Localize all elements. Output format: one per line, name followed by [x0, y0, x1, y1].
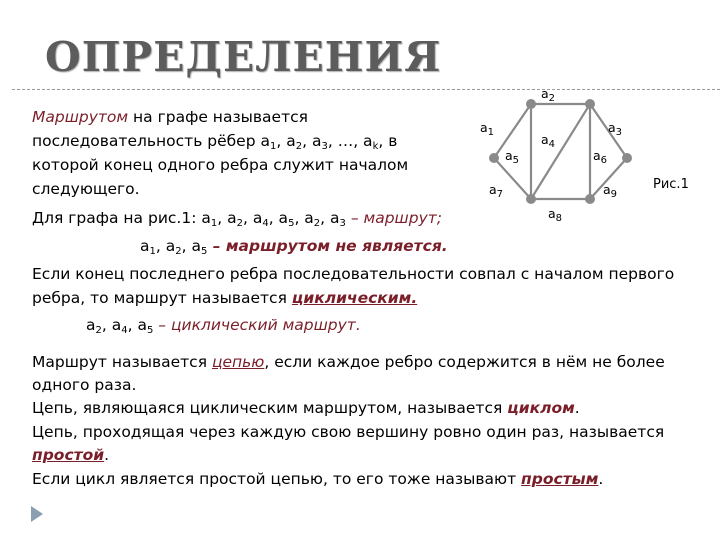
vertex: [585, 99, 595, 109]
vertex: [489, 153, 499, 163]
route-definition-line-2: последовательность рёбер $a_1$, $a_2$, $a_3$, …, $a_k$, в: [32, 132, 398, 152]
edge-a4: [531, 104, 590, 199]
route-definition-line-1: Маршрутом на графе называется: [32, 108, 308, 126]
slide-bullet-arrow-icon: [31, 506, 43, 522]
edge-label-a4: $a_4$: [541, 132, 556, 150]
edge-label-a2: $a_2$: [541, 86, 556, 104]
vertex: [622, 153, 632, 163]
cyclic-definition-line-1: Если конец последнего ребра последовательности совпал с началом первого: [32, 265, 675, 283]
chain-definition-line-1: Маршрут называется цепью, если каждое ребро содержится в нём не более: [32, 353, 665, 371]
slide-title: ОПРЕДЕЛЕНИЯ: [45, 33, 442, 81]
route-example: Для графа на рис.1: $a_1$, $a_2$, $a_4$, $a_5$, $a_2$, $a_3$ – маршрут;: [32, 209, 442, 229]
edge-label-a9: $a_9$: [603, 182, 618, 200]
term-route: Маршрутом: [32, 108, 129, 126]
chain-definition-line-2: одного раза.: [32, 376, 137, 394]
vertex: [585, 194, 595, 204]
vertex: [526, 194, 536, 204]
route-definition-line-3: которой конец одного ребра служит началом: [32, 156, 409, 174]
edge-label-a6: $a_6$: [593, 148, 608, 166]
figure-caption: Рис.1: [653, 177, 689, 192]
term-cyclic: циклическим.: [291, 289, 418, 307]
edge-label-a5: $a_5$: [505, 148, 520, 166]
term-chain: цепью: [211, 353, 265, 371]
term-cycle: циклом: [507, 399, 575, 417]
edge-label-a7: $a_7$: [489, 182, 504, 200]
cyclic-example: $a_2$, $a_4$, $a_5$ – циклический маршрут.: [86, 316, 361, 336]
simple-cycle-definition: Если цикл является простой цепью, то его тоже называют простым.: [32, 470, 604, 488]
term-simple: простой: [32, 446, 105, 464]
term-simple-cycle: простым: [521, 470, 599, 488]
non-route-example: $a_1$, $a_2$, $a_5$ – маршрутом не является.: [140, 237, 448, 257]
edge-label-a8: $a_8$: [548, 206, 563, 224]
simple-chain-definition-line-1: Цепь, проходящая через каждую свою вершину ровно один раз, называется: [32, 423, 665, 441]
edge-label-a3: $a_3$: [608, 120, 623, 138]
cyclic-definition-line-2: ребра, то маршрут называется циклическим.: [32, 289, 418, 307]
vertex: [526, 99, 536, 109]
route-definition-line-4: следующего.: [32, 180, 140, 198]
simple-chain-definition-line-2: простой.: [32, 446, 110, 464]
edge-label-a1: $a_1$: [480, 120, 495, 138]
cycle-definition: Цепь, являющаяся циклическим маршрутом, называется циклом.: [32, 399, 580, 417]
